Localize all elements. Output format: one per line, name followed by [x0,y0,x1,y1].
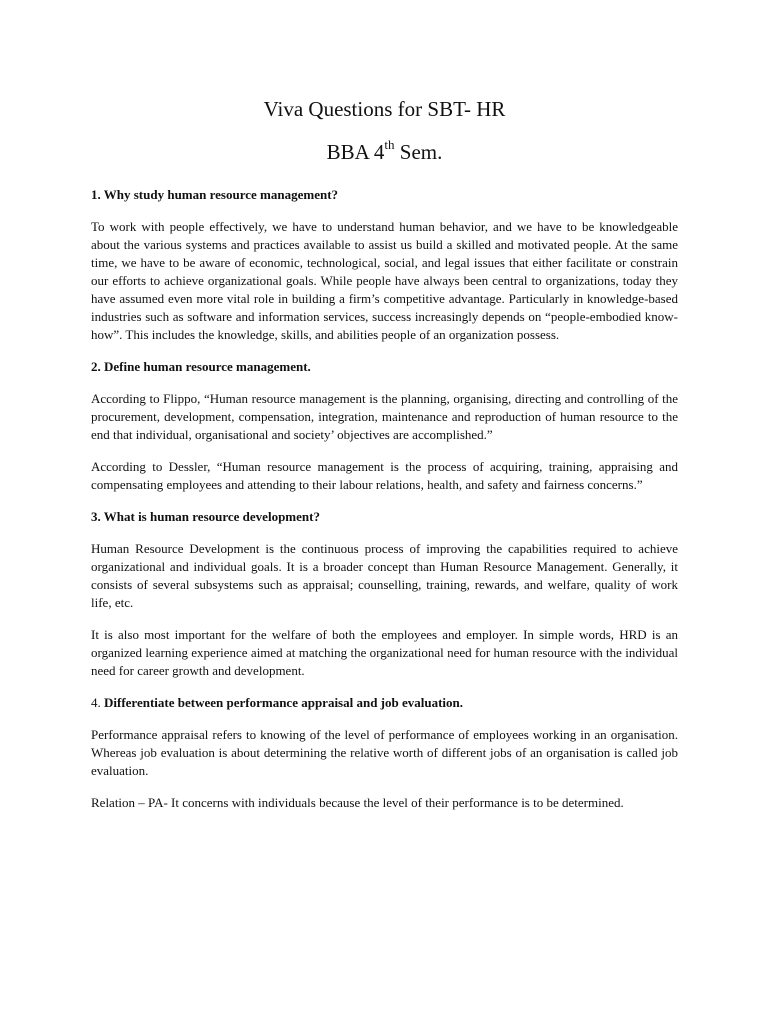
question-3-heading: 3. What is human resource development? [91,509,320,524]
question-3-answer-paragraph-1: Human Resource Development is the continuous process of improving the capabilities required to achieve organizational and individual goals. It is a broader concept than Human Resource Management. Generally, it consists of several subsystems such as appraisal; counselling, training, rewards, and welfare, quality of work life, etc. [91,541,678,610]
question-4-number: 4. [91,695,104,710]
question-4-answer-paragraph-1: Performance appraisal refers to knowing of the level of performance of employees working in an organisation. Whereas job evaluation is about determining the relative worth of different jobs of an organisation is called job evaluation. [91,727,678,778]
question-1-heading: 1. Why study human resource management? [91,187,339,202]
question-3-answer-paragraph-2: It is also most important for the welfare of both the employees and employer. In simple words, HRD is an organized learning experience aimed at matching the organizational need for human resource with the individual need for career growth and development. [91,627,678,678]
subtitle-superscript: th [384,137,395,152]
subtitle-prefix: BBA 4 [326,140,385,164]
question-1-answer-paragraph: To work with people effectively, we have to understand human behavior, and we have to be knowledgeable about the various systems and practices available to assist us build a skilled and motivated people. At the same time, we have to be aware of economic, technological, social, and legal issues that either facilitate or constrain our efforts to achieve organizational goals. While people have always been central to organizations, today they have assumed even more vital role in building a firm’s competitive advantage. Particularly in knowledge-based industries such as software and information services, success increasingly depends on “people-embodied know-how”. This includes the knowledge, skills, and abilities people of an organization possess. [91,219,678,342]
question-4-answer-paragraph-2: Relation – PA- It concerns with individuals because the level of their performance is to be determined. [91,795,624,810]
document-subtitle [91,139,678,165]
question-2-answer-paragraph-2: According to Dessler, “Human resource management is the process of acquiring, training, appraising and compensating employees and attending to their labour relations, health, and safety and fairness concerns.” [91,459,678,492]
question-2-answer-paragraph-1: According to Flippo, “Human resource management is the planning, organising, directing and controlling of the procurement, development, compensation, integration, maintenance and reproduction of human resource to the end that individual, organisational and society’ objectives are accomplished.” [91,391,678,442]
question-2-heading: 2. Define human resource management. [91,359,311,374]
question-4-heading [91,694,678,712]
subtitle-suffix: Sem. [394,140,443,164]
question-4-text: Differentiate between performance appraisal and job evaluation. [104,695,464,710]
document-title: Viva Questions for SBT- HR [263,97,506,121]
